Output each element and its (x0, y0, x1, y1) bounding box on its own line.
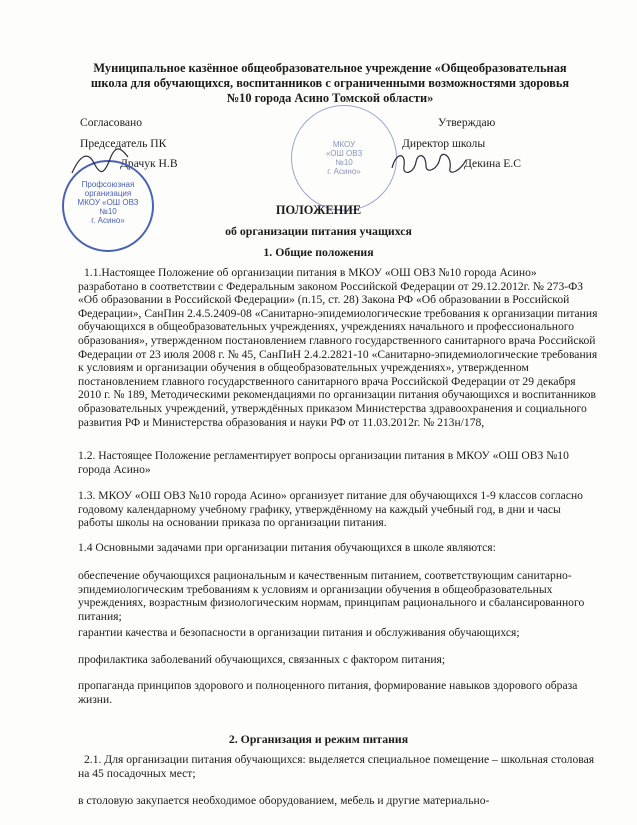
left-signer-role: Председатель ПК (80, 137, 167, 150)
header-line-2: школа для обучающихся, воспитанников с ограниченными возможностями здоровья (90, 76, 570, 90)
section-2-heading: 2. Организация и режим питания (228, 732, 409, 746)
paragraph-1-4-a: обеспечение обучающихся рациональным и качественным питанием, соответствующим санитарно-эпидемиологическим требованиям к условиям и организации обучения в общеобразовательных учреждениях, возрастным физиологическим нормам, принципам рационального и сбалансированного питания; (78, 569, 585, 623)
right-signature (388, 146, 468, 180)
stamp-left-line-1: Профсоюзная (81, 180, 135, 189)
stamp-left-line-4: №10 (99, 207, 117, 216)
stamp-left-line-2: организация (84, 189, 132, 198)
document-subtitle: об организации питания учащихся (225, 224, 412, 238)
paragraph-1-1: 1.1.Настоящее Положение об организации питания в МКОУ «ОШ ОВЗ №10 города Асино» разработано в соответствии с Федеральным законом Российской Федерации от 29.12.2012г. № 273-ФЗ «Об образовании в Российской Федерации» (п.15, ст. 28) Закона РФ «Об образовании в Российской Федерации», СанПин 2.4.5.2409-08 «Санитарно-эпидемиологические требования к организации питания обучающихся в общеобразовательных учреждениях, учреждениях начального и профессионального образования», утвержденном постановлением главного государственного санитарного врача Российской Федерации от 23 июля 2008 г. № 45, СанПиН 2.4.2.2821-10 «Санитарно-эпидемиологические требования к условиям и организации обучения в общеобразовательных учреждениях», утвержденном постановлением главного государственного санитарного врача Российской Федерации от 29 декабря 2010 г. № 189, Методическими рекомендациями по организации питания обучающихся и воспитанников образовательных учреждений, утверждённых приказом Министерства здравоохранения и социального развития РФ и Министерства образования и науки РФ от 11.03.2012г. № 213н/178, (78, 266, 598, 429)
paragraph-1-4-d: пропаганда принципов здорового и полноценного питания, формирование навыков здорового образа жизни. (78, 679, 578, 706)
document-title: ПОЛОЖЕНИЕ (275, 203, 362, 217)
section-1-heading: 1. Общие положения (263, 245, 374, 259)
paragraph-1-4: 1.4 Основными задачами при организации питания обучающихся в школе являются: (78, 541, 496, 554)
paragraph-2-1: 2.1. Для организации питания обучающихся: выделяется специальное помещение – школьная столовая на 45 посадочных мест; (78, 753, 595, 780)
left-signer-name: Драчук Н.В (120, 157, 178, 170)
stamp-right-line-1: МКОУ (332, 140, 356, 149)
agreed-label: Согласовано (80, 116, 143, 129)
paragraph-1-3: 1.3. МКОУ «ОШ ОВЗ №10 города Асино» организует питание для обучающихся 1-9 классов согласно годовому календарному учебному графику, утверждённому на каждый учебный год, в дни и часы работы школы на основании приказа по организации питания. (78, 489, 583, 530)
header-line-3: №10 города Асино Томской области» (226, 91, 434, 105)
approve-label: Утверждаю (438, 116, 496, 129)
stamp-right-line-3: №10 (335, 158, 353, 167)
paragraph-2-2: в столовую закупается необходимое оборудованием, мебель и другие материально- (78, 794, 490, 807)
paragraph-1-4-c: профилактика заболеваний обучающихся, связанных с фактором питания; (78, 653, 446, 666)
stamp-left-line-5: г. Асино» (91, 216, 125, 225)
header-line-1: Муниципальное казённое общеобразовательное учреждение «Общеобразовательная (93, 61, 567, 75)
stamp-left-line-3: МКОУ «ОШ ОВЗ (77, 198, 139, 207)
stamp-right-line-4: г. Асино» (327, 167, 361, 176)
school-stamp (291, 105, 397, 211)
right-signer-role: Директор школы (402, 137, 486, 150)
paragraph-1-4-b: гарантии качества и безопасности в организации питания и обслуживания обучающихся; (78, 626, 520, 639)
organization-header (70, 61, 590, 106)
stamp-right-line-2: «ОШ ОВЗ (325, 149, 363, 158)
paragraph-1-2: 1.2. Настоящее Положение регламентирует вопросы организации питания в МКОУ «ОШ ОВЗ №10 города Асино» (78, 449, 569, 476)
right-signer-name: Декина Е.С (464, 157, 521, 170)
left-signature (70, 145, 130, 179)
